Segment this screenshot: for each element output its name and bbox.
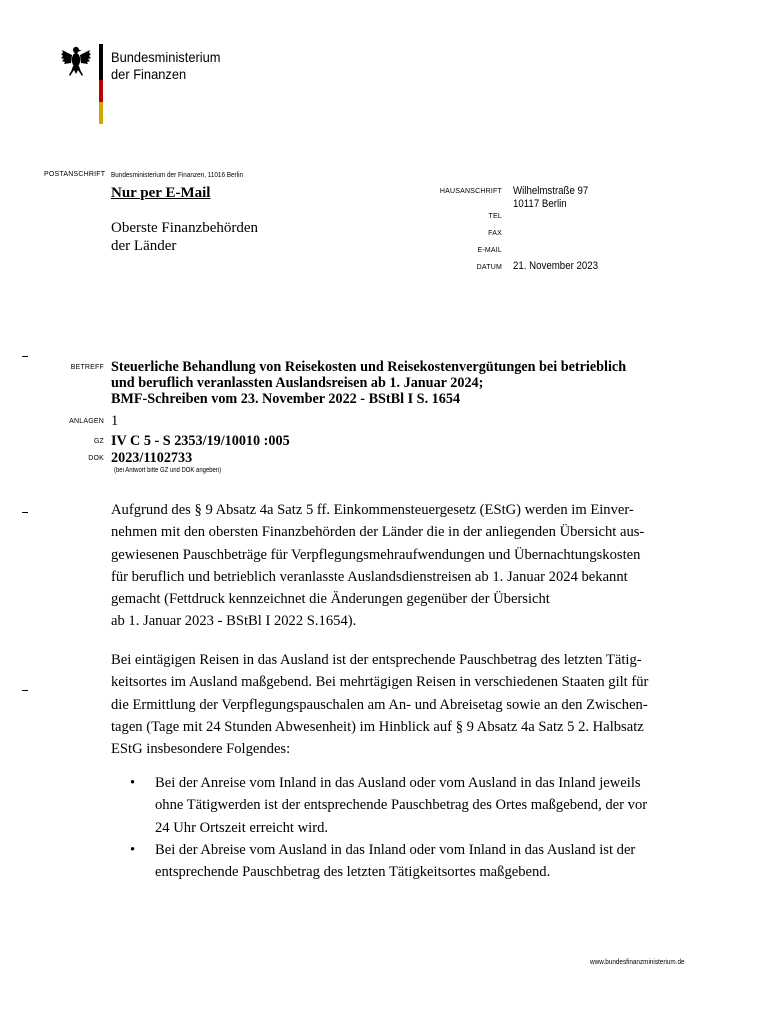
body-line: Aufgrund des § 9 Absatz 4a Satz 5 ff. Einkommensteuergesetz (EStG) werden im Einver- <box>111 502 634 518</box>
body-line: gemacht (Fettdruck kennzeichnet die Änderungen gegenüber der Übersicht <box>111 591 550 608</box>
body-line: 24 Uhr Ortszeit erreicht wird. <box>155 819 329 836</box>
dok-value: 2023/1102733 <box>111 450 193 466</box>
fold-mark-middle <box>22 512 28 513</box>
body-line: die Ermittlung der Verpflegungspauschalen am An- und Abreisetag sowie an den Zwischen- <box>111 696 648 713</box>
datum-label: DATUM <box>476 264 502 271</box>
body-line: gewiesenen Pauschbeträge für Verpflegungsmehraufwendungen und Übernachtungskosten <box>111 546 641 563</box>
hausanschrift-label: HAUSANSCHRIFT <box>439 188 502 195</box>
recipient-address <box>111 219 258 255</box>
gz-value: IV C 5 - S 2353/19/10010 :005 <box>111 433 290 449</box>
delivery-note: Nur per E-Mail <box>111 185 211 201</box>
betreff-line1: Steuerliche Behandlung von Reisekosten und Reisekostenvergütungen bei betrieblich <box>111 359 627 375</box>
body-line: Bei eintägigen Reisen in das Ausland ist der entsprechende Pauschbetrag des letzten Tätig- <box>111 652 642 668</box>
body-line: • Bei der Abreise vom Ausland in das Inland oder vom Inland in das Ausland ist der <box>155 841 636 858</box>
anlagen-label: ANLAGEN <box>69 418 104 425</box>
body-line: • Bei der Anreise vom Inland in das Ausland oder vom Ausland in das Inland jeweils <box>155 775 641 791</box>
body-line: keitsortes im Ausland maßgebend. Bei mehrtägigen Reisen in verschiedenen Staaten gilt für <box>111 674 649 691</box>
hausanschrift-line2: 10117 Berlin <box>513 198 567 210</box>
body-line: ab 1. Januar 2023 - BStBl I 2022 S.1654). <box>111 613 357 630</box>
body-line: nehmen mit den obersten Finanzbehörden der Länder die in der anliegenden Übersicht aus- <box>111 524 645 541</box>
betreff-line2: und beruflich veranlassten Auslandsreisen ab 1. Januar 2024; <box>111 375 484 391</box>
fold-mark-top <box>22 356 28 357</box>
federal-eagle-icon <box>60 44 92 78</box>
body-line: entsprechende Pauschbetrag des letzten Tätigkeitsortes maßgebend. <box>155 864 551 881</box>
body-paragraph-1 <box>111 499 644 633</box>
gz-label: GZ <box>93 438 104 445</box>
postanschrift-value: Bundesministerium der Finanzen, 11016 Berlin <box>111 170 244 179</box>
fold-mark-bottom <box>22 690 28 691</box>
ministry-name-line2: der Finanzen <box>111 66 187 82</box>
recipient-line2: der Länder <box>111 238 177 254</box>
bullet-list <box>111 772 647 883</box>
footer-website-link[interactable]: www.bundesfinanzministerium.de <box>590 957 685 966</box>
email-label: E-MAIL <box>477 247 502 254</box>
body-paragraph-2 <box>111 649 648 760</box>
ministry-name <box>111 49 221 83</box>
fax-label: FAX <box>488 230 502 237</box>
list-item <box>111 772 647 839</box>
list-item <box>111 839 647 884</box>
logo-bar-red <box>99 80 103 102</box>
betreff-label: BETREFF <box>70 364 104 371</box>
reference-note: (bei Antwort bitte GZ und DOK angeben) <box>114 467 222 474</box>
body-line: für beruflich und betrieblich veranlasste Auslandsdienstreisen ab 1. Januar 2024 bekannt <box>111 568 628 585</box>
body-line: tagen (Tage mit 24 Stunden Abwesenheit) im Hinblick auf § 9 Absatz 4a Satz 5 2. Halbsatz <box>111 718 644 735</box>
anlagen-value: 1 <box>111 413 119 429</box>
dok-label: DOK <box>88 455 104 462</box>
body-line: EStG insbesondere Folgendes: <box>111 741 291 758</box>
ministry-name-line1: Bundesministerium <box>111 49 221 65</box>
betreff-text <box>111 359 626 407</box>
hausanschrift-line1: Wilhelmstraße 97 <box>513 185 589 197</box>
postanschrift-label: POSTANSCHRIFT <box>44 171 106 178</box>
body-line: ohne Tätigwerden ist der entsprechende Pauschbetrag des Ortes maßgebend, der vor <box>155 797 648 814</box>
betreff-line3: BMF-Schreiben vom 23. November 2022 - BStBl I S. 1654 <box>111 391 461 407</box>
datum-value: 21. November 2023 <box>513 260 599 272</box>
logo-bar-gold <box>99 102 103 124</box>
tel-label: TEL <box>488 213 502 220</box>
recipient-line1: Oberste Finanzbehörden <box>111 220 259 236</box>
